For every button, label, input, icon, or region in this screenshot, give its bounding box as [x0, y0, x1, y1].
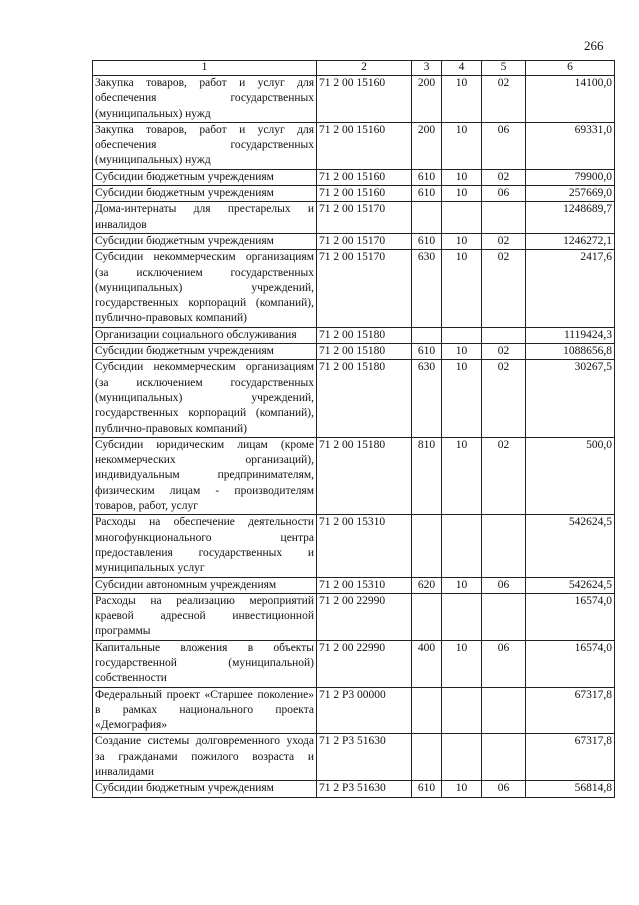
header-row	[93, 61, 615, 76]
row-col5: 02	[482, 169, 526, 185]
row-col5: 06	[482, 781, 526, 797]
row-amount: 56814,8	[526, 781, 615, 797]
row-col4: 10	[442, 577, 482, 593]
header-cell: 5	[482, 61, 526, 76]
table-row	[93, 122, 615, 169]
row-col4: 10	[442, 233, 482, 249]
row-code: 71 2 00 15310	[317, 577, 412, 593]
row-amount: 1246272,1	[526, 233, 615, 249]
row-amount: 67317,8	[526, 734, 615, 781]
row-code: 71 2 00 15180	[317, 360, 412, 437]
row-name: Закупка товаров, работ и услуг для обеспечения государственных (муниципальных) нужд	[93, 122, 317, 169]
row-code: 71 2 00 15170	[317, 202, 412, 234]
table-row	[93, 437, 615, 514]
row-amount: 69331,0	[526, 122, 615, 169]
header-cell: 6	[526, 61, 615, 76]
row-code: 71 2 00 15170	[317, 250, 412, 327]
row-col3: 610	[412, 186, 442, 202]
row-name: Организации социального обслуживания	[93, 327, 317, 343]
row-code: 71 2 00 15160	[317, 76, 412, 123]
row-name: Субсидии бюджетным учреждениям	[93, 233, 317, 249]
row-name: Капитальные вложения в объекты государственной (муниципальной) собственности	[93, 640, 317, 687]
row-amount: 542624,5	[526, 515, 615, 577]
row-col4	[442, 327, 482, 343]
row-col4: 10	[442, 437, 482, 514]
table-row	[93, 577, 615, 593]
row-col3: 610	[412, 781, 442, 797]
row-amount: 257669,0	[526, 186, 615, 202]
table-row	[93, 233, 615, 249]
row-code: 71 2 00 15160	[317, 122, 412, 169]
row-code: 71 2 P3 51630	[317, 734, 412, 781]
row-name: Расходы на реализацию мероприятий краевой адресной инвестиционной программы	[93, 593, 317, 640]
row-code: 71 2 00 15180	[317, 344, 412, 360]
row-col4	[442, 687, 482, 734]
row-code: 71 2 00 22990	[317, 593, 412, 640]
row-col4: 10	[442, 169, 482, 185]
header-cell: 2	[317, 61, 412, 76]
header-cell: 4	[442, 61, 482, 76]
row-amount: 14100,0	[526, 76, 615, 123]
row-code: 71 2 00 22990	[317, 640, 412, 687]
row-col4: 10	[442, 344, 482, 360]
row-name: Расходы на обеспечение деятельности многофункционального центра предоставления государственных и муниципальных услуг	[93, 515, 317, 577]
budget-table	[92, 60, 615, 798]
row-col3: 400	[412, 640, 442, 687]
row-col4: 10	[442, 360, 482, 437]
header-cell: 1	[93, 61, 317, 76]
header-cell: 3	[412, 61, 442, 76]
row-amount: 1248689,7	[526, 202, 615, 234]
row-col3	[412, 202, 442, 234]
row-col3: 620	[412, 577, 442, 593]
row-col4	[442, 593, 482, 640]
row-col3: 630	[412, 250, 442, 327]
row-col3: 630	[412, 360, 442, 437]
row-amount: 1088656,8	[526, 344, 615, 360]
row-col5	[482, 687, 526, 734]
row-col3: 610	[412, 233, 442, 249]
row-col3: 610	[412, 169, 442, 185]
row-code: 71 2 00 15310	[317, 515, 412, 577]
row-code: 71 2 00 15160	[317, 186, 412, 202]
table-row	[93, 781, 615, 797]
row-name: Субсидии автономным учреждениям	[93, 577, 317, 593]
row-col5: 02	[482, 437, 526, 514]
row-amount: 542624,5	[526, 577, 615, 593]
row-name: Субсидии бюджетным учреждениям	[93, 344, 317, 360]
row-col4: 10	[442, 781, 482, 797]
table-row	[93, 250, 615, 327]
row-col4	[442, 515, 482, 577]
row-col5	[482, 515, 526, 577]
row-col3	[412, 734, 442, 781]
row-amount: 500,0	[526, 437, 615, 514]
row-col5	[482, 202, 526, 234]
row-name: Субсидии бюджетным учреждениям	[93, 781, 317, 797]
row-col3: 200	[412, 76, 442, 123]
row-code: 71 2 00 15180	[317, 327, 412, 343]
row-col4	[442, 734, 482, 781]
row-col4: 10	[442, 122, 482, 169]
table-row	[93, 360, 615, 437]
row-col4: 10	[442, 250, 482, 327]
row-col4: 10	[442, 640, 482, 687]
row-code: 71 2 P3 00000	[317, 687, 412, 734]
row-col5: 06	[482, 577, 526, 593]
row-col3	[412, 687, 442, 734]
table-row	[93, 186, 615, 202]
row-amount: 16574,0	[526, 640, 615, 687]
row-col5	[482, 734, 526, 781]
row-col4	[442, 202, 482, 234]
row-col3: 810	[412, 437, 442, 514]
table-row	[93, 640, 615, 687]
row-name: Субсидии бюджетным учреждениям	[93, 186, 317, 202]
row-col5: 06	[482, 640, 526, 687]
row-col5: 02	[482, 233, 526, 249]
row-amount: 67317,8	[526, 687, 615, 734]
row-col5: 02	[482, 250, 526, 327]
row-col4: 10	[442, 186, 482, 202]
row-name: Федеральный проект «Старшее поколение» в рамках национального проекта «Демография»	[93, 687, 317, 734]
row-col5: 02	[482, 344, 526, 360]
row-amount: 2417,6	[526, 250, 615, 327]
row-code: 71 2 00 15180	[317, 437, 412, 514]
row-col4: 10	[442, 76, 482, 123]
table-row	[93, 593, 615, 640]
row-col5: 06	[482, 122, 526, 169]
table-row	[93, 327, 615, 343]
row-amount: 79900,0	[526, 169, 615, 185]
row-amount: 16574,0	[526, 593, 615, 640]
row-col3	[412, 327, 442, 343]
row-name: Создание системы долговременного ухода за гражданами пожилого возраста и инвалидами	[93, 734, 317, 781]
row-col5: 02	[482, 360, 526, 437]
row-code: 71 2 00 15170	[317, 233, 412, 249]
row-col3	[412, 515, 442, 577]
table-row	[93, 202, 615, 234]
row-col5: 06	[482, 186, 526, 202]
row-code: 71 2 P3 51630	[317, 781, 412, 797]
row-col3	[412, 593, 442, 640]
row-name: Субсидии некоммерческим организациям (за исключением государственных (муниципальных) учреждений, государственных корпораций (компаний), публично-правовых компаний)	[93, 250, 317, 327]
row-amount: 30267,5	[526, 360, 615, 437]
table-row	[93, 687, 615, 734]
row-amount: 1119424,3	[526, 327, 615, 343]
row-col5	[482, 327, 526, 343]
table-row	[93, 76, 615, 123]
table-row	[93, 734, 615, 781]
table-row	[93, 169, 615, 185]
row-name: Дома-интернаты для престарелых и инвалидов	[93, 202, 317, 234]
row-name: Субсидии некоммерческим организациям (за исключением государственных (муниципальных) учреждений, государственных корпораций (компаний), публично-правовых компаний)	[93, 360, 317, 437]
row-col3: 610	[412, 344, 442, 360]
row-name: Субсидии юридическим лицам (кроме некоммерческих организаций), индивидуальным предпринимателям, физическим лицам - производителям товаров, работ, услуг	[93, 437, 317, 514]
page-number: 266	[584, 38, 604, 53]
row-col3: 200	[412, 122, 442, 169]
row-col5: 02	[482, 76, 526, 123]
row-code: 71 2 00 15160	[317, 169, 412, 185]
table-row	[93, 344, 615, 360]
table-row	[93, 515, 615, 577]
row-name: Субсидии бюджетным учреждениям	[93, 169, 317, 185]
row-name: Закупка товаров, работ и услуг для обеспечения государственных (муниципальных) нужд	[93, 76, 317, 123]
row-col5	[482, 593, 526, 640]
